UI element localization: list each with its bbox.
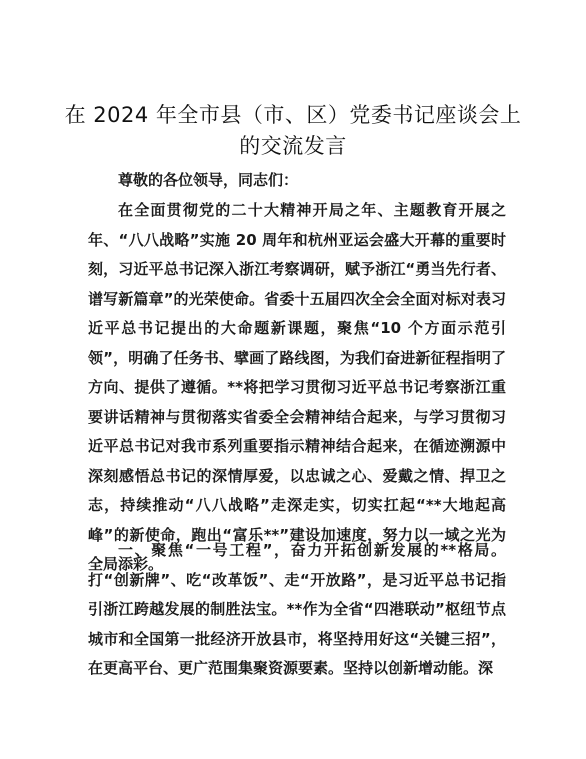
document-title-line-2: 的交流发言 [239, 134, 347, 158]
paragraph-2: 一、聚焦“一号工程”，奋力开拓创新发展的**格局。打“创新牌”、吃“改革饭”、走“开放路”，是习近平总书记指引浙江跨越发展的制胜法宝。**作为全省“四港联动”枢纽节点城市和全国第一批经济开放县市，将坚持用好这“关键三招”，在更高平台、更广范围集聚资源要素。坚持以创新增动能。深 [88, 541, 506, 677]
document-title-line-1: 在 2024 年全市县（市、区）党委书记座谈会上 [64, 103, 522, 127]
salutation: 尊敬的各位领导，同志们： [118, 171, 299, 189]
paragraph-1: 在全面贯彻党的二十大精神开局之年、主题教育开展之年、“八八战略”实施 20 周年和杭州亚运会盛大开幕的重要时刻，习近平总书记深入浙江考察调研，赋予浙江“勇当先行者、谱写新篇章”的光荣使命。省委十五届四次全会全面对标对表习近平总书记提出的大命题新课题，聚焦“10 个方面示范引领”，明确了任务书、擘画了路线图，为我们奋进新征程指明了方向、提供了遵循。**将把学习贯彻习近平总书记考察浙江重要讲话精神与贯彻落实省委全会精神结合起来，与学习贯彻习近平总书记对我市系列重要指示精神结合起来，在循迹溯源中深刻感悟总书记的深情厚爱，以忠诚之心、爱戴之情、捍卫之志，持续推动“八八战略”走深走实，切实扛起“**大地起高峰”的新使命，跑出“富乐**”建设加速度，努力以一域之光为全局添彩。 [88, 201, 506, 573]
